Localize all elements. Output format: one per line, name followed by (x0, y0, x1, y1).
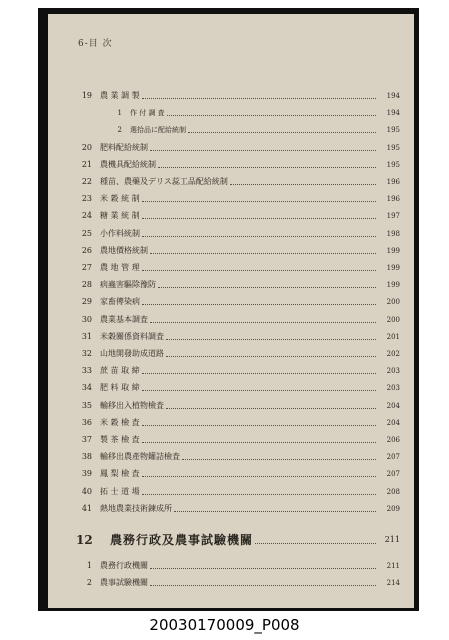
entry-number: 39 (81, 469, 92, 479)
leader-dots (142, 389, 376, 391)
entry-page-number: 204 (386, 401, 400, 410)
entry-title: 鳳 梨 檢 査 (100, 469, 140, 479)
toc-entry (48, 159, 414, 171)
entry-page-number: 195 (386, 143, 400, 152)
entry-number: 30 (81, 314, 92, 324)
toc-entry (48, 90, 414, 102)
toc-entry (48, 451, 414, 463)
page-header: 6-目 次 (78, 39, 113, 49)
leader-dots (142, 217, 376, 219)
entry-number: 22 (81, 177, 92, 186)
toc-entry (48, 434, 414, 446)
entry-title: 熱地農業技術鍊成所 (100, 503, 172, 513)
entry-title: 家畜傳染病 (100, 297, 140, 307)
leader-dots (142, 269, 376, 271)
leader-dots (188, 131, 376, 133)
leader-dots (150, 321, 376, 323)
entry-title: 選拾品に配給統制 (130, 126, 186, 135)
toc-entry (48, 296, 414, 308)
entry-number: 35 (81, 400, 92, 410)
entry-title: 米 穀 檢 査 (100, 417, 140, 427)
entry-number: 23 (81, 194, 92, 204)
entry-page-number: 199 (386, 281, 400, 290)
leader-dots (166, 407, 376, 409)
entry-page-number: 208 (386, 487, 400, 496)
leader-dots (158, 286, 376, 288)
entry-number: 21 (81, 159, 92, 169)
entry-title: 米 穀 統 制 (100, 194, 140, 204)
entry-title: 農務行政機關 (100, 561, 148, 570)
entry-page-number: 214 (386, 579, 400, 588)
entry-title: 蔗 苗 取 締 (100, 366, 140, 376)
entry-page-number: 206 (386, 436, 400, 444)
entry-page-number: 200 (386, 298, 400, 307)
toc-entry (48, 262, 414, 274)
toc-entry (48, 142, 414, 154)
entry-page-number: 203 (386, 367, 400, 376)
entry-number: 25 (81, 228, 92, 238)
entry-title: 糖 業 統 制 (100, 211, 140, 221)
toc-entry (48, 365, 414, 377)
entry-page-number: 203 (386, 384, 400, 393)
entry-title: 山地開發助成道路 (100, 349, 164, 358)
entry-number: 33 (81, 366, 92, 376)
chapter-page-number: 211 (384, 535, 400, 544)
leader-dots (142, 372, 376, 374)
toc-entry (48, 382, 414, 394)
chapter-heading (48, 530, 414, 550)
chapter-title: 農務行政及農事試驗機關 (110, 533, 254, 547)
leader-dots (142, 493, 376, 495)
entry-page-number: 207 (386, 453, 400, 462)
entry-page-number: 209 (386, 504, 400, 513)
leader-dots (142, 424, 376, 426)
leader-dots (150, 149, 376, 151)
entry-title: 肥料配給統制 (100, 142, 148, 152)
leader-dots (142, 475, 376, 477)
entry-page-number: 199 (386, 264, 400, 272)
entry-page-number: 207 (386, 470, 400, 479)
toc-entry (48, 560, 414, 572)
entry-number: 29 (81, 297, 92, 307)
leader-dots (166, 338, 376, 340)
toc-entry (48, 331, 414, 343)
entry-title: 農 業 調 製 (100, 91, 140, 100)
leader-dots (142, 441, 376, 443)
entry-title: 種苗、農藥及デリス蕊工品配給統制 (100, 177, 228, 186)
entry-title: 病蟲害驅除豫防 (100, 280, 156, 290)
entry-number: 37 (81, 435, 92, 444)
entry-title: 農業基本調査 (100, 314, 148, 324)
entry-number: 2 (86, 578, 92, 588)
toc-entry (48, 503, 414, 515)
leader-dots (142, 200, 376, 202)
leader-dots (167, 114, 376, 116)
entry-number: 24 (81, 211, 92, 221)
entry-title: 農地價格統制 (100, 245, 148, 255)
toc-entry (48, 417, 414, 429)
leader-dots (255, 542, 376, 544)
entry-title: 農 地 管 理 (100, 263, 140, 272)
leader-dots (230, 183, 376, 185)
entry-number: 36 (81, 417, 92, 427)
entry-page-number: 196 (386, 195, 400, 204)
toc-entry (48, 577, 414, 589)
entry-number: 20 (81, 142, 92, 152)
toc-entry (48, 400, 414, 412)
entry-number: 32 (81, 349, 92, 358)
entry-number: 40 (81, 486, 92, 496)
toc-entry (48, 486, 414, 498)
entry-title: 輸移出入植物檢査 (100, 400, 164, 410)
entry-page-number: 198 (386, 229, 400, 238)
toc-entry (48, 279, 414, 291)
entry-title: 米穀關係資料調査 (100, 331, 164, 341)
entry-title: 輸移出農產物鑵詰檢査 (100, 452, 180, 462)
entry-page-number: 199 (386, 246, 400, 255)
document-page (48, 14, 414, 608)
leader-dots (142, 303, 376, 305)
entry-title: 製 茶 檢 査 (100, 435, 140, 444)
entry-page-number: 194 (386, 92, 400, 100)
entry-number: 38 (81, 452, 92, 462)
entry-page-number: 200 (386, 315, 400, 324)
chapter-number: 12 (76, 533, 93, 547)
entry-page-number: 202 (386, 350, 400, 358)
toc-subentry (48, 107, 414, 119)
leader-dots (150, 252, 376, 254)
toc-entry (48, 314, 414, 326)
toc-entry (48, 468, 414, 480)
entry-page-number: 211 (386, 562, 400, 570)
entry-number: 2 (117, 126, 122, 135)
toc-entry (48, 348, 414, 360)
leader-dots (150, 584, 376, 586)
toc-entry (48, 193, 414, 205)
entry-title: 小作料統制 (100, 228, 140, 238)
entry-number: 41 (81, 503, 92, 513)
entry-number: 34 (81, 383, 92, 393)
entry-page-number: 204 (386, 418, 400, 427)
entry-number: 1 (117, 109, 122, 118)
entry-number: 19 (81, 91, 92, 100)
entry-number: 27 (81, 263, 92, 272)
entry-page-number: 196 (386, 178, 400, 186)
toc-entry (48, 210, 414, 222)
toc-entry (48, 176, 414, 188)
leader-dots (158, 166, 376, 168)
entry-page-number: 201 (386, 332, 400, 341)
leader-dots (166, 355, 376, 357)
entry-page-number: 195 (386, 160, 400, 169)
entry-number: 1 (86, 561, 92, 570)
leader-dots (150, 567, 376, 569)
entry-title: 農機具配給統制 (100, 159, 156, 169)
entry-title: 作 付 調 査 (130, 109, 165, 118)
entry-number: 31 (81, 331, 92, 341)
entry-title: 拓 士 道 場 (100, 486, 140, 496)
leader-dots (142, 235, 376, 237)
image-caption: 20030170009_P008 (149, 616, 300, 634)
entry-page-number: 197 (386, 212, 400, 221)
leader-dots (182, 458, 376, 460)
entry-page-number: 194 (386, 109, 400, 118)
leader-dots (174, 510, 376, 512)
entry-number: 28 (81, 280, 92, 290)
toc-subentry (48, 124, 414, 136)
entry-page-number: 195 (386, 126, 400, 135)
toc-entry (48, 245, 414, 257)
entry-title: 農事試驗機關 (100, 578, 148, 588)
entry-number: 26 (81, 245, 92, 255)
leader-dots (142, 97, 376, 99)
entry-title: 肥 料 取 締 (100, 383, 140, 393)
toc-entry (48, 228, 414, 240)
